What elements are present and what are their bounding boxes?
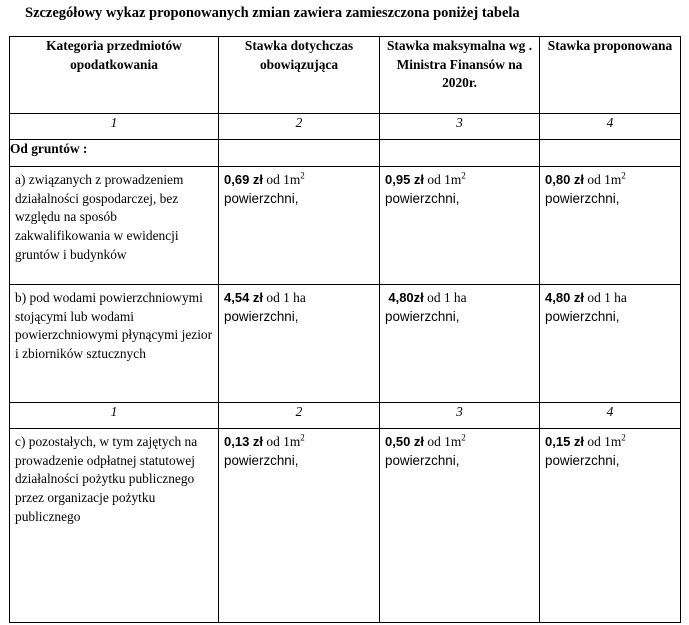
table-row [10, 429, 681, 623]
column-number: 3 [380, 114, 540, 140]
header-proposed-rate: Stawka proponowana [540, 37, 681, 114]
column-number-row [10, 403, 681, 429]
current-rate-cell: 0,13 zł od $1m^2$ powierzchni, [219, 429, 380, 623]
current-rate-cell: 4,54 zł od 1 ha powierzchni, [219, 285, 380, 403]
header-max-rate: Stawka maksymalna wg . Ministra Finansów na 2020r. [380, 37, 540, 114]
proposed-rate-cell: 4,80 zł od 1 ha powierzchni, [540, 285, 681, 403]
header-current-rate: Stawka dotychczas obowiązująca [219, 37, 380, 114]
column-number: 4 [540, 403, 681, 429]
table-row [10, 285, 681, 403]
proposed-rate-cell: 0,15 zł od $1m^2$ powierzchni, [540, 429, 681, 623]
table-header-row [10, 37, 681, 114]
max-rate-cell: 0,50 zł od $1m^2$ powierzchni, [380, 429, 540, 623]
section-row [10, 140, 681, 167]
section-label: Od gruntów : [10, 140, 219, 167]
max-rate-cell: 4,80zł od 1 ha powierzchni, [380, 285, 540, 403]
column-number-row [10, 114, 681, 140]
max-rate-cell: 0,95 zł od $1m^2$ powierzchni, [380, 167, 540, 285]
proposed-rate-cell: 0,80 zł od $1m^2$ powierzchni, [540, 167, 681, 285]
column-number: 2 [219, 403, 380, 429]
column-number: 1 [10, 114, 219, 140]
current-rate-cell: 0,69 zł od $1m^2$ powierzchni, [219, 167, 380, 285]
header-category: Kategoria przedmiotów opodatkowania [10, 37, 219, 114]
document-title: Szczegółowy wykaz proponowanych zmian zawiera zamieszczona poniżej tabela [25, 5, 520, 21]
tax-rates-table [9, 36, 681, 623]
column-number: 2 [219, 114, 380, 140]
category-cell: c) pozostałych, w tym zajętych na prowadzenie odpłatnej statutowej działalności pożytku publicznego przez organizacje pożytku publicznego [10, 429, 219, 623]
column-number: 4 [540, 114, 681, 140]
category-cell: b) pod wodami powierzchniowymi stojącymi lub wodami powierzchniowymi płynącymi jezior i zbiorników sztucznych [10, 285, 219, 403]
table-row [10, 167, 681, 285]
category-cell: a) związanych z prowadzeniem działalności gospodarczej, bez względu na sposób zakwalifikowania w ewidencji gruntów i budynków [10, 167, 219, 285]
column-number: 3 [380, 403, 540, 429]
column-number: 1 [10, 403, 219, 429]
